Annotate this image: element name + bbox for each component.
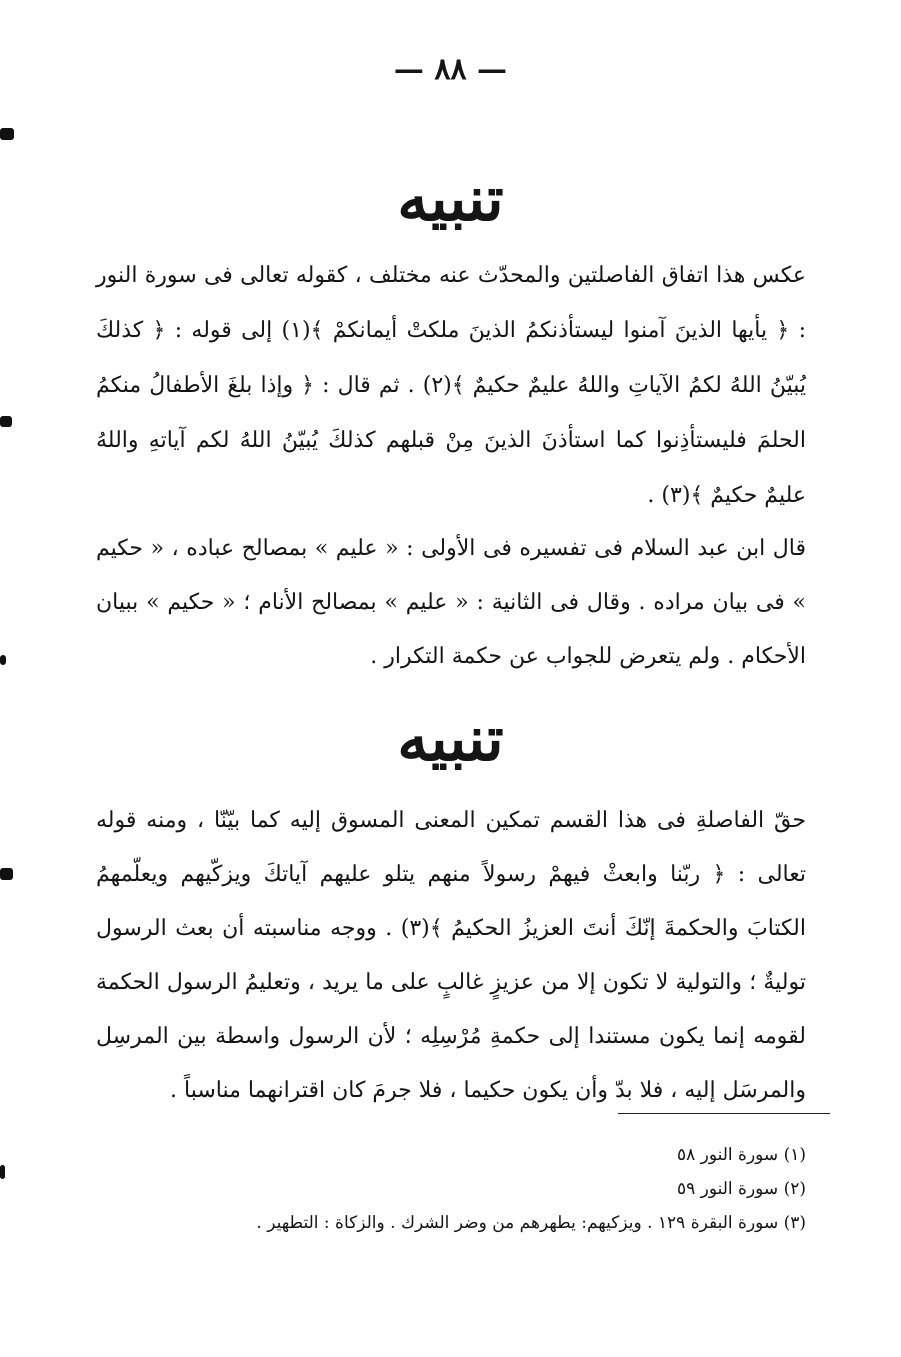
footnote-2: (٢) سورة النور ٥٩ [676, 1179, 806, 1199]
paragraph-2-text: قال ابن عبد السلام فى تفسيره فى الأولى : « عليم » بمصالح عباده ، « حكيم » فى بيان مراده . وقال فى الثانية : « عليم » بمصالح الأنام ؛ « حكيم » ببيان الأحكام . ولم يتعرض للجواب عن حكمة التكرار . [96, 536, 806, 669]
paragraph-3-text: حقّ الفاصلةِ فى هذا القسم تمكين المعنى المسوق إليه كما بيّنّا ، ومنه قوله تعالى : ﴿ ربّنا وابعثْ فيهمْ رسولاً منهم يتلو عليهم آياتكَ ويزكّيهم ويعلّمهمُ الكتابَ والحكمةَ إنّكَ أنتَ العزيزُ الحكيمُ ﴾(٣) . ووجه مناسبته أن بعث الرسول توليةٌ ؛ والتولية لا تكون إلا من عزيزٍ غالبٍ على ما يريد ، وتعليمُ الرسول الحكمة لقومه إنما يكون مستندا إلى حكمةِ مُرْسِلِه ؛ لأن الرسول واسطة بين المرسِل والمرسَل إليه ، فلا بدّ وأن يكون حكيما ، فلا جرمَ كان اقترانهما مناسباً . [96, 808, 806, 1103]
paragraph-2 [96, 522, 806, 684]
paragraph-1 [96, 248, 806, 523]
footnote-divider [618, 1113, 830, 1114]
section-heading-1: تنبيه [397, 162, 504, 235]
paragraph-1-text: عكس هذا اتفاق الفاصلتين والمحدّث عنه مختلف ، كقوله تعالى فى سورة النور : ﴿ يأيها الذينَ آمنوا ليستأذنكمُ الذينَ ملكتْ أيمانكمْ ﴾(١) إلى قوله : ﴿ كذلكَ يُبيّنُ اللهُ لكمُ الآياتِ واللهُ عليمٌ حكيمٌ ﴾(٢) . ثم قال : ﴿ وإذا بلغَ الأطفالُ منكمُ الحلمَ فليستأذِنوا كما استأذنَ الذينَ مِنْ قبلهم كذلكَ يُبيّنُ اللهُ لكم آياتهِ واللهُ عليمٌ حكيمٌ ﴾(٣) . [96, 263, 806, 508]
page-number: — ٨٨ — [393, 52, 508, 87]
section-heading-2: تنبيه [397, 702, 504, 775]
footnote-1: (١) سورة النور ٥٨ [676, 1145, 806, 1165]
footnotes [96, 1138, 806, 1240]
footnote-3: (٣) سورة البقرة ١٢٩ . ويزكيهم: يطهرهم من وضر الشرك . والزكاة : التطهير . [256, 1213, 806, 1233]
paragraph-3 [96, 794, 806, 1118]
